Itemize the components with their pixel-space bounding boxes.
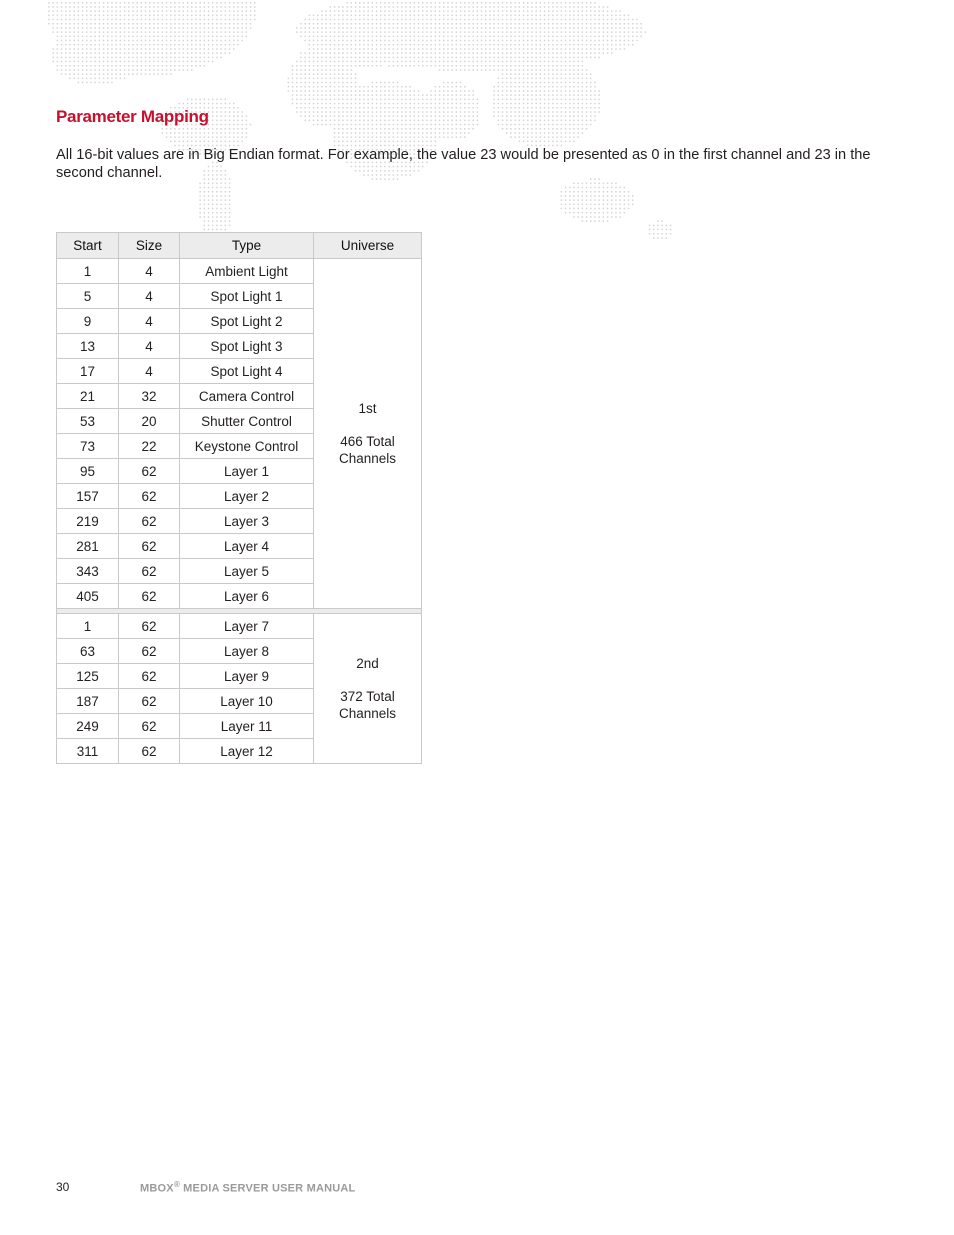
- size-cell: 4: [119, 259, 180, 284]
- start-cell: 157: [57, 484, 119, 509]
- type-cell: Ambient Light: [180, 259, 314, 284]
- start-cell: 405: [57, 584, 119, 609]
- type-cell: Layer 3: [180, 509, 314, 534]
- start-cell: 1: [57, 614, 119, 639]
- section-heading: Parameter Mapping: [56, 107, 209, 126]
- column-header-start: Start: [57, 233, 119, 259]
- type-cell: Layer 2: [180, 484, 314, 509]
- universe-cell: [314, 259, 422, 609]
- start-cell: 13: [57, 334, 119, 359]
- manual-title: [140, 1180, 355, 1195]
- type-cell: Spot Light 4: [180, 359, 314, 384]
- size-cell: 62: [119, 459, 180, 484]
- start-cell: 219: [57, 509, 119, 534]
- column-header-size: Size: [119, 233, 180, 259]
- start-cell: 311: [57, 739, 119, 764]
- size-cell: 4: [119, 359, 180, 384]
- start-cell: 187: [57, 689, 119, 714]
- size-cell: 62: [119, 739, 180, 764]
- universe-total-channels: 466 Total Channels: [338, 433, 397, 466]
- type-cell: Layer 1: [180, 459, 314, 484]
- page-footer: [56, 1180, 356, 1195]
- start-cell: 63: [57, 639, 119, 664]
- universe-cell: [314, 614, 422, 764]
- start-cell: 21: [57, 384, 119, 409]
- start-cell: 125: [57, 664, 119, 689]
- type-cell: Spot Light 3: [180, 334, 314, 359]
- start-cell: 53: [57, 409, 119, 434]
- start-cell: 9: [57, 309, 119, 334]
- start-cell: 249: [57, 714, 119, 739]
- universe-total-channels: 372 Total Channels: [338, 688, 397, 721]
- start-cell: 343: [57, 559, 119, 584]
- size-cell: 62: [119, 689, 180, 714]
- type-cell: Keystone Control: [180, 434, 314, 459]
- column-header-type: Type: [180, 233, 314, 259]
- type-cell: Layer 10: [180, 689, 314, 714]
- type-cell: Layer 11: [180, 714, 314, 739]
- size-cell: 62: [119, 484, 180, 509]
- manual-title-prefix: MBOX: [140, 1182, 174, 1195]
- start-cell: 5: [57, 284, 119, 309]
- type-cell: Layer 9: [180, 664, 314, 689]
- intro-paragraph: All 16-bit values are in Big Endian format. For example, the value 23 would be presented as 0 in the first channel and 23 in the second channel.: [56, 147, 871, 181]
- size-cell: 62: [119, 509, 180, 534]
- size-cell: 62: [119, 664, 180, 689]
- start-cell: 17: [57, 359, 119, 384]
- size-cell: 4: [119, 309, 180, 334]
- type-cell: Shutter Control: [180, 409, 314, 434]
- type-cell: Spot Light 2: [180, 309, 314, 334]
- type-cell: Layer 5: [180, 559, 314, 584]
- size-cell: 4: [119, 284, 180, 309]
- start-cell: 281: [57, 534, 119, 559]
- size-cell: 62: [119, 559, 180, 584]
- size-cell: 32: [119, 384, 180, 409]
- manual-title-suffix: MEDIA SERVER USER MANUAL: [179, 1182, 356, 1195]
- type-cell: Layer 8: [180, 639, 314, 664]
- type-cell: Camera Control: [180, 384, 314, 409]
- type-cell: Layer 4: [180, 534, 314, 559]
- start-cell: 1: [57, 259, 119, 284]
- size-cell: 62: [119, 584, 180, 609]
- size-cell: 62: [119, 714, 180, 739]
- start-cell: 95: [57, 459, 119, 484]
- type-cell: Spot Light 1: [180, 284, 314, 309]
- table-header-row: [57, 233, 422, 259]
- size-cell: 4: [119, 334, 180, 359]
- size-cell: 62: [119, 614, 180, 639]
- size-cell: 62: [119, 639, 180, 664]
- size-cell: 22: [119, 434, 180, 459]
- start-cell: 73: [57, 434, 119, 459]
- type-cell: Layer 6: [180, 584, 314, 609]
- size-cell: 62: [119, 534, 180, 559]
- universe-name: 1st: [358, 400, 377, 416]
- universe-name: 2nd: [356, 655, 379, 671]
- parameter-mapping-table: [56, 232, 422, 764]
- table-row: [57, 259, 422, 284]
- type-cell: Layer 7: [180, 614, 314, 639]
- column-header-universe: Universe: [314, 233, 422, 259]
- registered-mark: ®: [173, 1180, 180, 1189]
- type-cell: Layer 12: [180, 739, 314, 764]
- page-number: 30: [56, 1180, 70, 1194]
- table-row: [57, 614, 422, 639]
- size-cell: 20: [119, 409, 180, 434]
